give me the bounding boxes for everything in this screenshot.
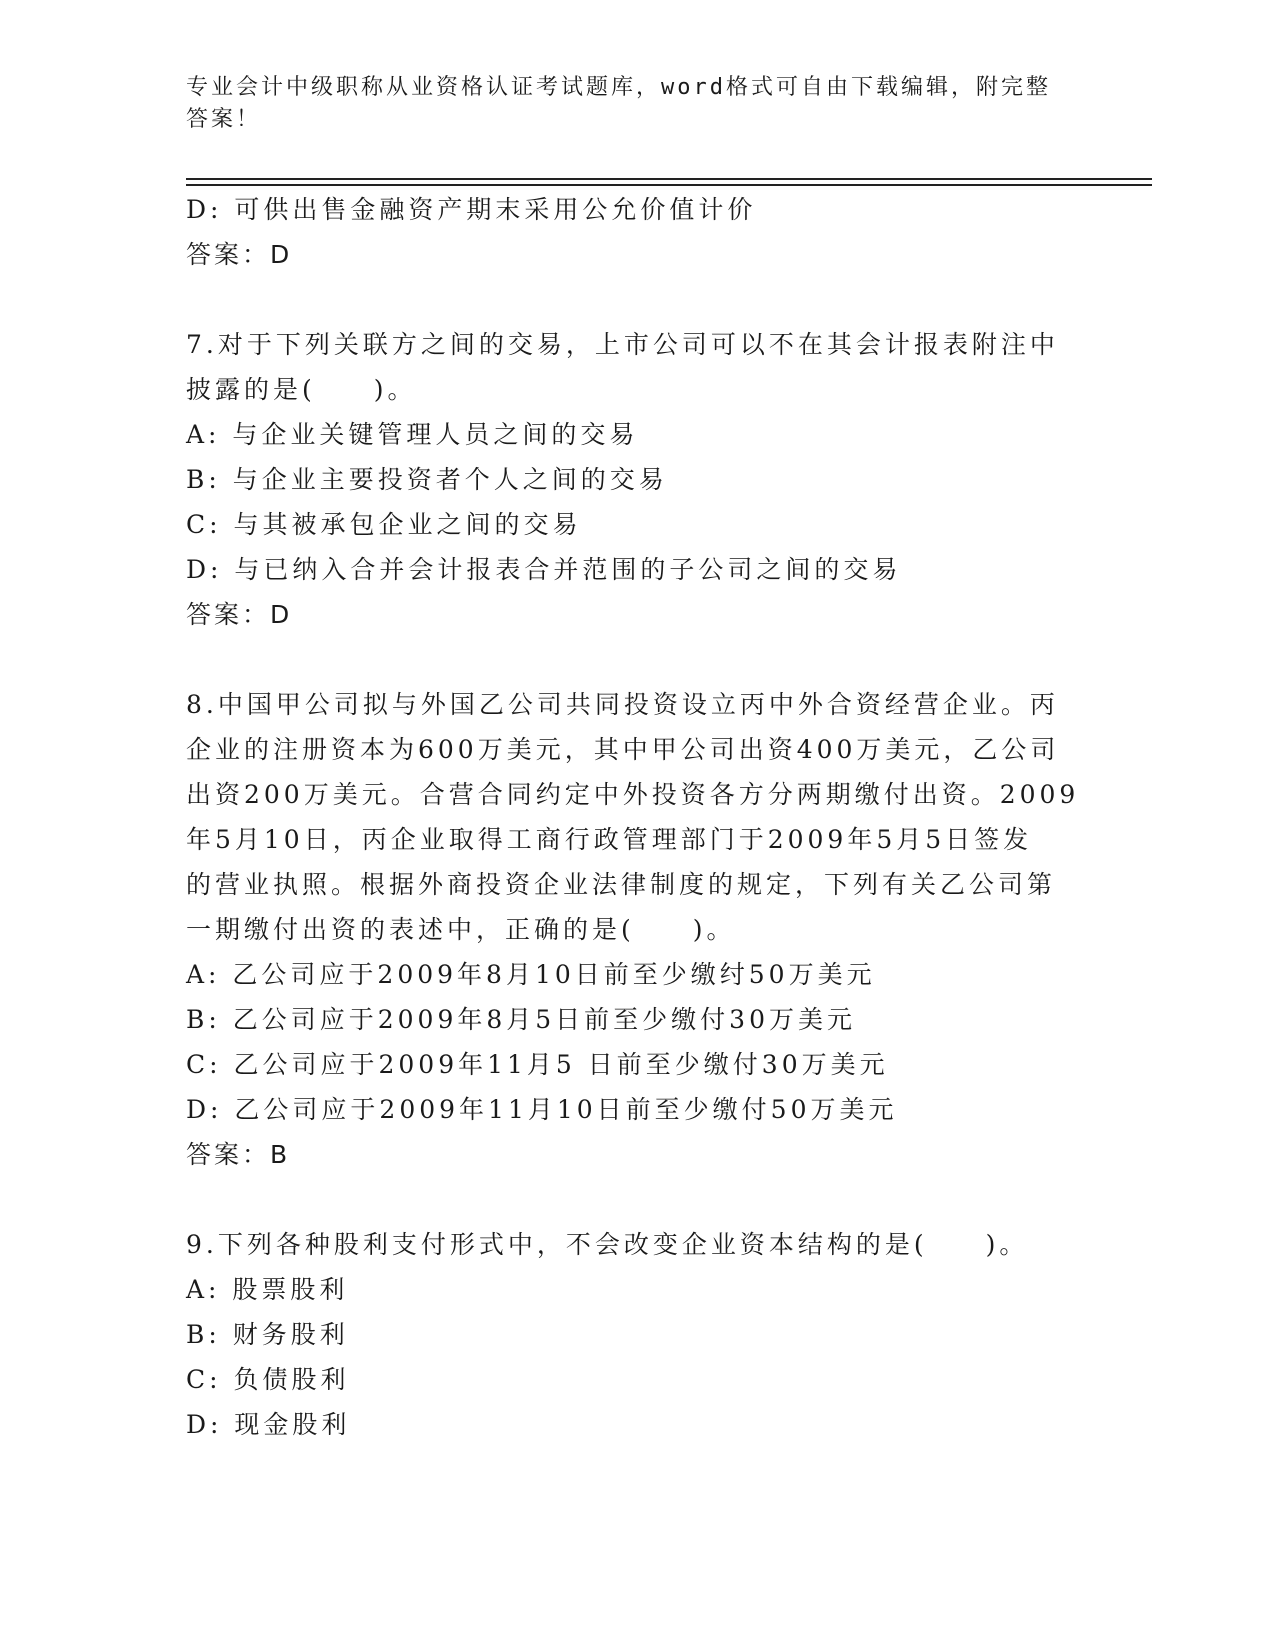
question-stem-line: 9.下列各种股利支付形式中，不会改变企业资本结构的是( )。 [186,1230,1029,1259]
option-b: B: 乙公司应于2009年8月5日前至少缴付30万美元 [186,1005,856,1034]
header-divider-top [186,178,1152,180]
option-b: B: 财务股利 [186,1320,349,1349]
option-a: A: 与企业关键管理人员之间的交易 [186,420,639,449]
question-stem-line: 披露的是( )。 [186,375,417,404]
question-9 [186,1222,1066,1447]
spacer [186,637,1066,682]
question-8 [186,682,1080,1177]
option-a: A: 股票股利 [186,1275,349,1304]
prev-option-d: D: 可供出售金融资产期末采用公允价值计价 [186,195,757,224]
option-b: B: 与企业主要投资者个人之间的交易 [186,465,668,494]
option-d: D: 乙公司应于2009年11月10日前至少缴付50万美元 [186,1095,898,1124]
answer: 答案：B [186,1140,291,1169]
question-stem-line: 8.中国甲公司拟与外国乙公司共同投资设立丙中外合资经营企业。丙 [186,690,1059,719]
option-c: C: 负债股利 [186,1365,350,1394]
option-c: C: 乙公司应于2009年11月5 日前至少缴付30万美元 [186,1050,889,1079]
question-stem-line: 企业的注册资本为600万美元，其中甲公司出资400万美元，乙公司 [186,735,1060,764]
page-header: 专业会计中级职称从业资格认证考试题库，word格式可自由下载编辑，附完整答案！ [186,75,1051,132]
option-c: C: 与其被承包企业之间的交易 [186,510,582,539]
header-divider-bottom [186,184,1152,186]
spacer [186,277,1066,322]
option-d: D: 与已纳入合并会计报表合并范围的子公司之间的交易 [186,555,902,584]
option-a: A: 乙公司应于2009年8月10日前至少缴纣50万美元 [186,960,876,989]
spacer [186,1177,1066,1222]
question-stem-line: 7.对于下列关联方之间的交易，上市公司可以不在其会计报表附注中 [186,330,1059,359]
answer: 答案：D [186,600,293,629]
option-d: D: 现金股利 [186,1410,351,1439]
question-stem-line: 的营业执照。根据外商投资企业法律制度的规定，下列有关乙公司第 [186,870,1057,899]
question-7 [186,322,1066,637]
question-stem-line: 一期缴付出资的表述中，正确的是( )。 [186,915,736,944]
question-stem-line: 出资200万美元。合营合同约定中外投资各方分两期缴付出资。2009 [186,780,1080,809]
prev-answer: 答案：D [186,240,293,269]
question-content [186,187,1080,1447]
question-stem-line: 年5月10日，丙企业取得工商行政管理部门于2009年5月5日签发 [186,825,1033,854]
